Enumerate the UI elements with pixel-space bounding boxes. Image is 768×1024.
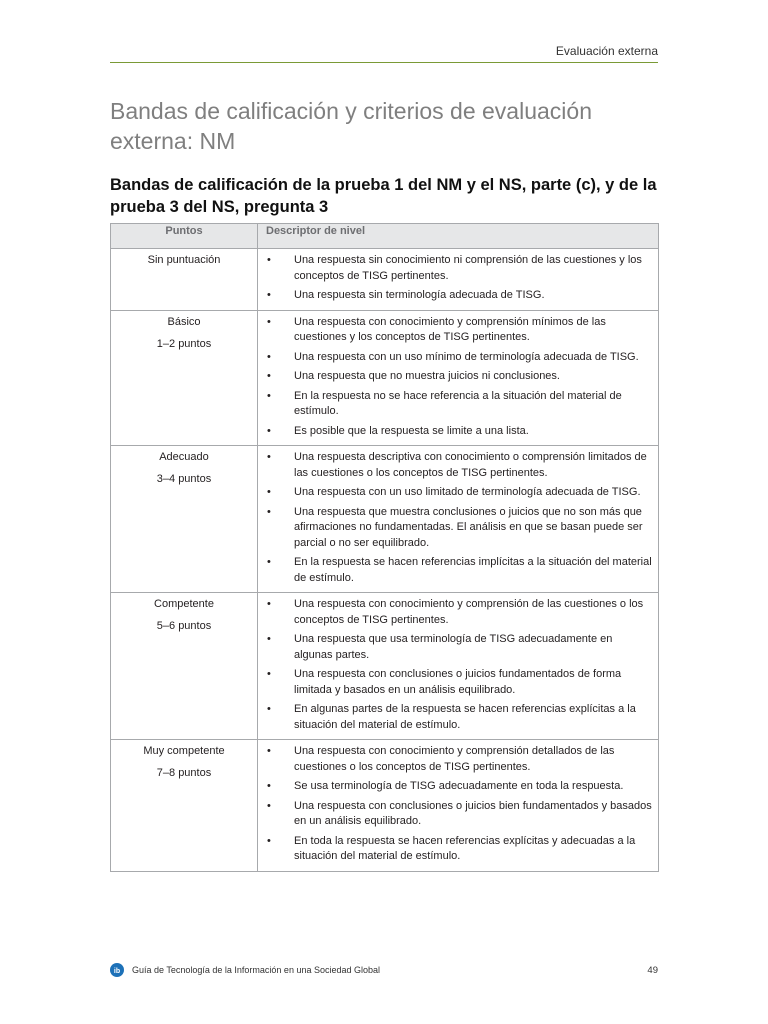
bullet-icon: • [267, 451, 271, 463]
ib-logo-icon [110, 963, 124, 977]
bullet-icon: • [267, 505, 271, 518]
descriptor-text: Una respuesta con conocimiento y comprensión de las cuestiones o los conceptos de TISG pertinentes. [294, 598, 644, 626]
footer-guide-title: Guía de Tecnología de la Información en una Sociedad Global [132, 965, 381, 975]
descriptor-list [264, 597, 652, 733]
list-item [264, 834, 652, 865]
header-rule [110, 62, 658, 63]
bullet-icon: • [267, 633, 271, 645]
level-points: 5–6 puntos [156, 620, 212, 632]
points-cell [111, 249, 258, 311]
level-name: Competente [154, 598, 214, 610]
descriptor-text: Se usa terminología de TISG adecuadamente en toda la respuesta. [294, 780, 624, 792]
level-name: Adecuado [159, 451, 209, 463]
list-item [264, 597, 652, 628]
descriptor-list [264, 253, 652, 304]
list-item [264, 450, 652, 481]
points-cell [111, 446, 258, 593]
descriptor-text: Una respuesta con conclusiones o juicios fundamentados de forma limitada y basados en un análisis equilibrado. [294, 668, 622, 696]
page-title: Bandas de calificación y criterios de evaluación externa: NM [110, 98, 592, 154]
list-item [264, 424, 652, 440]
descriptor-text: Una respuesta que usa terminología de TISG adecuadamente en algunas partes. [294, 633, 613, 661]
descriptor-list [264, 315, 652, 440]
descriptor-cell [258, 740, 659, 872]
descriptor-cell [258, 249, 659, 311]
descriptor-text: Una respuesta sin terminología adecuada de TISG. [294, 289, 545, 301]
table-row [111, 740, 659, 872]
svg-text:ib: ib [113, 968, 121, 975]
descriptor-cell [258, 310, 659, 446]
descriptor-text: Una respuesta con conclusiones o juicios bien fundamentados y basados en un análisis equilibrado. [294, 799, 652, 827]
bullet-icon: • [267, 668, 271, 680]
table-header-row [111, 224, 659, 249]
list-item [264, 505, 652, 552]
bullet-icon: • [267, 745, 271, 757]
list-item [264, 744, 652, 775]
bullet-icon: • [267, 598, 271, 610]
list-item [264, 779, 652, 795]
list-item [264, 253, 652, 284]
points-cell [111, 310, 258, 446]
bullet-icon: • [267, 834, 271, 847]
section-heading: Bandas de calificación de la prueba 1 del NM y el NS, parte (c), y de la prueba 3 del NS, pregunta 3 [110, 176, 657, 216]
table-row [111, 446, 659, 593]
level-points: 3–4 puntos [156, 473, 212, 485]
bullet-icon: • [267, 289, 271, 301]
level-points: 1–2 puntos [156, 337, 212, 350]
bullet-icon: • [267, 799, 271, 812]
descriptor-cell [258, 446, 659, 593]
running-header: Evaluación externa [555, 44, 658, 58]
list-item [264, 632, 652, 663]
descriptor-text: Una respuesta sin conocimiento ni comprensión de las cuestiones y los conceptos de TISG pertinentes. [294, 254, 642, 282]
level-name: Muy competente [143, 745, 225, 757]
list-item [264, 288, 652, 304]
descriptor-text: Una respuesta descriptiva con conocimiento o comprensión limitados de las cuestiones o los conceptos de TISG pertinentes. [294, 451, 647, 479]
page-number: 49 [647, 965, 658, 976]
bullet-icon: • [267, 780, 271, 792]
list-item [264, 555, 652, 586]
points-cell [111, 740, 258, 872]
descriptor-text: En toda la respuesta se hacen referencias explícitas y adecuadas a la situación del material de estímulo. [294, 834, 636, 862]
table-row [111, 249, 659, 311]
bullet-icon: • [267, 556, 271, 568]
list-item [264, 799, 652, 830]
descriptor-text: Una respuesta con conocimiento y comprensión mínimos de las cuestiones y los conceptos de TISG pertinentes. [294, 315, 606, 343]
descriptor-text: Es posible que la respuesta se limite a una lista. [294, 424, 529, 437]
descriptor-list [264, 744, 652, 865]
points-cell [111, 593, 258, 740]
level-points: 7–8 puntos [156, 767, 212, 779]
column-header-points: Puntos [111, 224, 258, 249]
descriptor-text: En la respuesta no se hace referencia a la situación del material de estímulo. [294, 389, 622, 417]
descriptor-text: Una respuesta con un uso limitado de terminología adecuada de TISG. [294, 486, 641, 498]
table-body [111, 249, 659, 872]
bullet-icon: • [267, 254, 271, 266]
bullet-icon: • [267, 486, 271, 498]
descriptor-text: Una respuesta que no muestra juicios ni conclusiones. [294, 370, 560, 382]
bullet-icon: • [267, 389, 271, 402]
table-row [111, 593, 659, 740]
descriptor-text: Una respuesta con conocimiento y comprensión detallados de las cuestiones o los conceptos de TISG pertinentes. [294, 745, 615, 773]
page-footer [110, 962, 658, 980]
bullet-icon: • [267, 424, 271, 437]
descriptor-list [264, 450, 652, 586]
bullet-icon: • [267, 350, 271, 363]
list-item [264, 389, 652, 420]
list-item [264, 350, 652, 366]
list-item [264, 315, 652, 346]
grading-bands-table [110, 223, 659, 872]
bullet-icon: • [267, 370, 271, 382]
descriptor-text: Una respuesta con un uso mínimo de terminología adecuada de TISG. [294, 350, 639, 363]
list-item [264, 667, 652, 698]
bullet-icon: • [267, 703, 271, 715]
descriptor-text: En algunas partes de la respuesta se hacen referencias explícitas a la situación del material de estímulo. [294, 703, 636, 731]
list-item [264, 485, 652, 501]
descriptor-cell [258, 593, 659, 740]
level-name: Sin puntuación [147, 254, 221, 266]
list-item [264, 702, 652, 733]
descriptor-text: En la respuesta se hacen referencias implícitas a la situación del material de estímulo. [294, 556, 652, 584]
column-header-descriptor: Descriptor de nivel [258, 224, 659, 249]
list-item [264, 369, 652, 385]
descriptor-text: Una respuesta que muestra conclusiones o juicios que no son más que afirmaciones no fundamentadas. El análisis en que se basan puede ser parcial o no ser equilibrado. [294, 505, 643, 549]
bullet-icon: • [267, 315, 271, 328]
table-row [111, 310, 659, 446]
level-name: Básico [167, 315, 201, 328]
